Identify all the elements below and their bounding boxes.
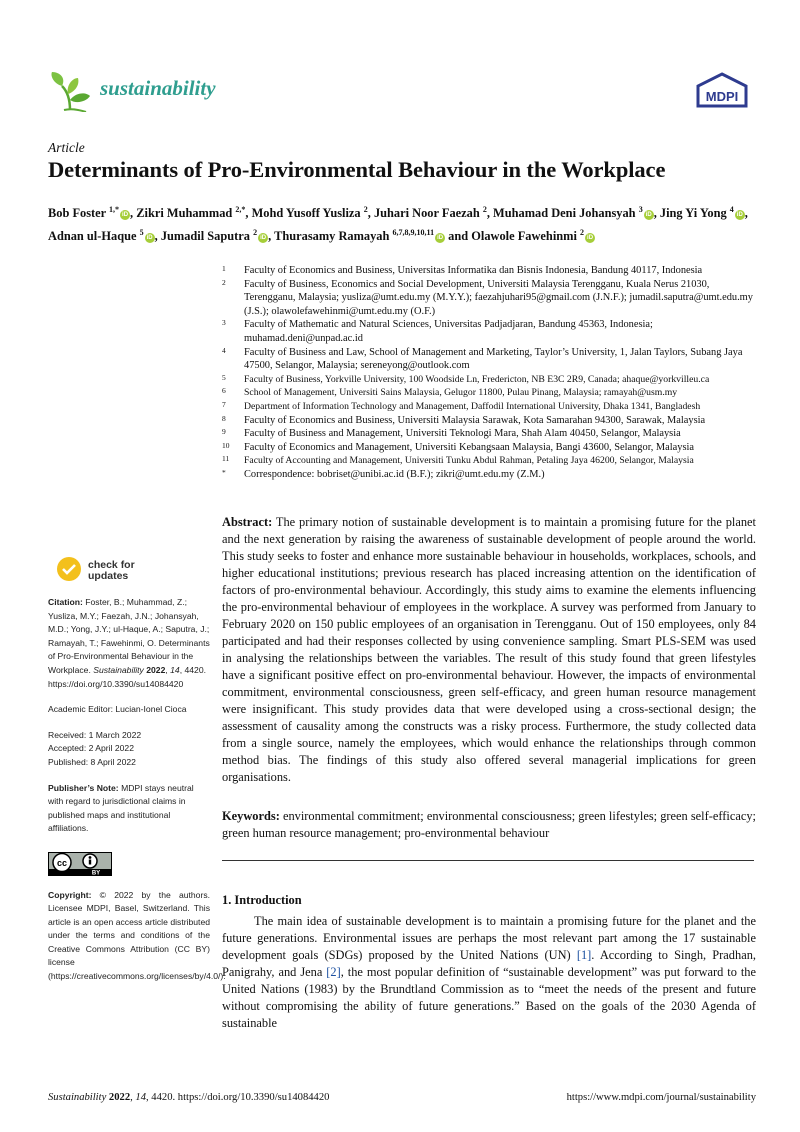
affiliation-text: Correspondence: bobriset@unibi.ac.id (B.F.); zikri@umt.edu.my (Z.M.) <box>244 468 545 480</box>
publisher-note <box>48 782 210 836</box>
cc-badge-cc-text: cc <box>56 857 68 868</box>
affiliation <box>222 264 762 278</box>
affiliation-number: 5 <box>222 372 226 382</box>
author[interactable] <box>274 229 445 243</box>
cc-by-license-icon[interactable] <box>48 852 112 876</box>
affiliation-text: Department of Information Technology and Management, Daffodil International University, Dhaka 1341, Bangladesh <box>244 400 701 412</box>
footer-vol: 14 <box>135 1092 146 1103</box>
affiliation-number: 6 <box>222 386 226 396</box>
published-date: Published: 8 April 2022 <box>48 756 136 767</box>
affiliation-number: 2 <box>222 277 226 287</box>
author-affil-sup: 2 <box>363 205 368 214</box>
dates-block <box>48 729 210 770</box>
affiliation-text: Faculty of Economics and Business, Universiti Malaysia Sarawak, Kota Samarahan 94300, Sarawak, Malaysia <box>244 414 706 426</box>
affiliation-text: Faculty of Economics and Business, Universitas Informatika dan Bisnis Indonesia, Bandung 40117, Indonesia <box>244 265 703 276</box>
author[interactable] <box>252 206 368 220</box>
affiliation-number: * <box>222 467 226 477</box>
orcid-icon[interactable]: iD <box>146 235 153 242</box>
author[interactable] <box>48 206 130 220</box>
citation-label: Citation: <box>48 597 83 607</box>
affiliation-text: School of Management, Universiti Sains Malaysia, Gelugor 11800, Pulau Pinang, Malaysia; ramayah@usm.my <box>244 387 678 399</box>
keywords-label: Keywords: <box>222 809 280 823</box>
citation-rest[interactable]: , 4420. https://doi.org/10.3390/su14084420 <box>48 664 206 689</box>
accepted-date: Accepted: 2 April 2022 <box>48 743 134 754</box>
footer-journal: Sustainability <box>48 1092 107 1103</box>
publisher-note-label: Publisher’s Note: <box>48 782 119 793</box>
author-name: Jumadil Saputra <box>160 229 250 244</box>
author-list: Bob Foster $^{1,*}$iD , Zikri Muhammad $^{2,*}$, Mohd Yusoff Yusliza $^2$, Juhari Noor Faezah $^2$, Muhamad Deni Johansyah $^3$iD , Jing Yi Yong $^4$iD , Adnan ul-Haque $^5$iD , Jumadil Saputra $^2$iD , Thurasamy Ramayah $^{6,7,8,9,10,11}$iD and Olawole Fawehinmi $^2$iD <box>48 205 748 244</box>
affiliation <box>222 441 762 455</box>
intro-text-3: , the most popular definition of “sustainable development” was put forward to the United Nations (1983) by the Brundtland Commission as to “meet the needs of the present and future without compromising the ability of future generations.” Based on the goals of the 2030 Agenda of sustainable <box>222 965 756 1030</box>
cc-badge-by-text: BY <box>91 870 101 876</box>
affiliation <box>222 318 762 345</box>
orcid-icon[interactable]: iD <box>587 235 594 242</box>
citation-text: Foster, B.; Muhammad, Z.; Yusliza, M.Y.; Faezah, J.N.; Johansyah, M.D.; Yong, J.Y.; ul-Haque, A.; Saputra, J.; Ramayah, T.; Fawehinmi, O. Determinants of Pro-Environmental Behaviour in the Workplace. <box>48 597 210 675</box>
affiliation-number: 9 <box>222 427 226 437</box>
section-heading: 1. Introduction <box>222 893 302 907</box>
orcid-icon[interactable]: iD <box>260 235 267 242</box>
author-affil-sup: 5 <box>139 228 144 238</box>
affiliation-text: Faculty of Business and Law, School of Management and Marketing, Taylor’s University, 1, Jalan Taylors, Subang Jaya 47500, Selangor, Malaysia; sereneyong@outlook.com <box>244 346 743 372</box>
orcid-icon[interactable]: iD <box>736 212 743 219</box>
abstract-text: The primary notion of sustainable development is to maintain a promising future for the planet and the next generation by raising the awareness of sustainable development of people around the world. This study seeks to foster and enhance more sustainable behaviour in households, workplaces, schools, and higher educational institutions; previous research has placed increasing attention on the identification of factors of pro-environmental behaviour. Accordingly, this study aims to examine the elements influencing the pro-environmental behaviour of employees in the workplace. A survey was performed from January to February 2020 on 150 public employees of an organisation in Terengganu. Out of 150 employees, only 84 participated and had their responses collected by using convenience sampling. Smart PLS-SEM was used in analysing the relationships between the variables. The result of this study found that green lifestyles have a significant positive effect on pro-environmental behaviour. However, the impacts of environmental commitment, environmental consciousness, green self-efficacy, and green human resource management were insignificant. This study provides data that were developed using a cross-sectional design; the assessment of causality among the constructs was a risky process. Furthermore, the study collected data from a single source, namely the employees, which would enhance the relationships through common method bias. The findings of this study also offered several managerial implications for green organisations. <box>222 515 757 784</box>
article-title: Determinants of Pro-Environmental Behaviour in the Workplace <box>48 157 666 182</box>
affiliation-text: Faculty of Accounting and Management, Universiti Tunku Abdul Rahman, Petaling Jaya 46200, Selangor, Malaysia <box>244 455 694 467</box>
affiliation-text: Faculty of Economics and Management, Universiti Kebangsaan Malaysia, Bangi 43600, Selangor, Malaysia <box>244 441 695 453</box>
citation-link-2[interactable]: [2] <box>326 965 341 979</box>
orcid-icon[interactable]: iD <box>122 212 129 219</box>
footer-year: 2022 <box>108 1092 131 1103</box>
keywords <box>222 808 756 842</box>
affiliation-text: Faculty of Business, Yorkville University, 100 Woodside Ln, Fredericton, NB E3C 2R9, Canada; ahaque@yorkvilleu.ca <box>244 373 710 385</box>
check-for-updates[interactable] <box>48 556 210 590</box>
academic-editor: Academic Editor: Lucian-Ionel Cioca <box>48 704 187 715</box>
affiliation-number: 1 <box>222 264 226 273</box>
orcid-icon[interactable]: iD <box>437 235 444 242</box>
mdpi-logo-text: MDPI <box>705 89 739 104</box>
affiliation <box>222 373 762 387</box>
author-affil-sup: 3 <box>638 205 643 214</box>
copyright-text: © 2022 by the authors. Licensee MDPI, Basel, Switzerland. This article is an open access article distributed under the terms and conditions of the Creative Commons Attribution (CC BY) license (https://creativecommons.org/licenses/by/4.0/). <box>48 889 226 982</box>
author-name: Muhamad Deni Johansyah <box>493 206 636 221</box>
received-date: Received: 1 March 2022 <box>48 729 142 740</box>
citation-journal: Sustainability <box>93 664 144 675</box>
citation-block: Citation: Foster, B.; Muhammad, Z.; Yusliza, M.Y.; Faezah, J.N.; Johansyah, M.D.; Yong, J.Y.; ul-Haque, A.; Saputra, J.; Ramayah, T.; Fawehinmi, O. Determinants of Pro-Environmental Behaviour in the Workplace. Sustainability 2022, 14, 4420. https://doi.org/10.3390/su14084420 <box>48 597 210 689</box>
affiliation <box>222 468 762 482</box>
footer-citation: Sustainability 2022, 14, 4420. https://doi.org/10.3390/su14084420 <box>48 1092 330 1103</box>
sidebar <box>48 556 226 996</box>
copyright-block <box>48 889 226 984</box>
author-affil-sup: 2 <box>580 228 585 238</box>
author-name: Zikri Muhammad <box>136 206 233 221</box>
author-affil-sup: 2 <box>482 205 487 214</box>
citation-link-1[interactable]: [1] <box>576 948 592 962</box>
footer-doi[interactable]: , 4420. https://doi.org/10.3390/su14084420 <box>146 1092 330 1103</box>
author[interactable] <box>48 229 155 243</box>
affiliation <box>222 414 762 428</box>
affiliation-text: Faculty of Business and Management, Universiti Teknologi Mara, Shah Alam 40450, Selangor, Malaysia <box>244 428 681 440</box>
citation-vol: 14 <box>170 664 180 675</box>
author-name: Adnan ul-Haque <box>48 229 137 244</box>
copyright-label: Copyright: <box>48 889 92 900</box>
author-affil-sup: 1,* <box>109 205 120 214</box>
author[interactable] <box>374 206 487 220</box>
citation-year: 2022 <box>146 664 166 675</box>
author-affil-sup: 2 <box>253 228 258 238</box>
check-line2: updates <box>88 570 129 582</box>
affiliation-number: 7 <box>222 399 226 409</box>
author-name: Juhari Noor Faezah <box>373 206 480 221</box>
author[interactable] <box>493 206 654 220</box>
author[interactable] <box>660 206 745 220</box>
author-affil-sup: 4 <box>729 205 734 214</box>
affiliation <box>222 427 762 441</box>
keywords-text: environmental commitment; environmental consciousness; green lifestyles; green self-efficacy; green human resource management; pro-environmental behaviour <box>222 809 756 840</box>
publisher-note-text: MDPI stays neutral with regard to jurisdictional claims in published maps and institutional affiliations. <box>48 782 194 834</box>
check-line1: check for <box>88 559 135 571</box>
author-name: Olawole Fawehinmi <box>471 229 577 244</box>
author-name: Bob Foster <box>48 206 106 221</box>
affiliation <box>222 400 762 414</box>
affiliation-number: 11 <box>222 454 230 464</box>
author-name: Jing Yi Yong <box>659 206 727 221</box>
author[interactable] <box>471 229 595 243</box>
affiliation <box>222 346 762 373</box>
mdpi-logo-icon[interactable] <box>694 72 750 108</box>
intro-text-1: The main idea of sustainable development is to maintain a promising future for the planet and the future generations. Environmental issues are perhaps the most relevant part among the 17 sustainable development goals (SDGs) proposed by the United Nations (UN) <box>222 914 756 962</box>
affiliation-number: 4 <box>222 345 226 355</box>
abstract-label: Abstract: <box>222 515 273 529</box>
journal-name[interactable]: sustainability <box>100 76 216 100</box>
author-affil-sup: 2,* <box>235 205 246 214</box>
article-type: Article <box>48 140 85 155</box>
affiliation-number: 8 <box>222 413 226 423</box>
affiliation <box>222 278 762 319</box>
author[interactable] <box>161 229 268 243</box>
abstract <box>222 514 756 786</box>
orcid-icon[interactable]: iD <box>645 212 652 219</box>
author-affil-sup: 6,7,8,9,10,11 <box>392 228 435 238</box>
affiliation <box>222 386 762 400</box>
author-name: Mohd Yusoff Yusliza <box>251 206 361 221</box>
affiliation-number: 3 <box>222 318 226 328</box>
check-for-updates-icon <box>56 556 82 582</box>
footer-url[interactable]: https://www.mdpi.com/journal/sustainability <box>566 1092 756 1103</box>
intro-text-2: . According to Singh, Pradhan, Panigrahy, and Jena <box>222 948 756 979</box>
affiliation-text: Faculty of Mathematic and Natural Sciences, Universitas Padjadjaran, Bandung 45363, Indonesia; muhamad.deni@unpad.ac.id <box>244 319 653 344</box>
journal-leaf-logo-icon <box>46 70 94 112</box>
affiliation-text: Faculty of Business, Economics and Social Development, Universiti Malaysia Terengganu, Kuala Nerus 21030, Terengganu, Malaysia; yusliza@umt.edu.my (M.Y.Y.); faezahjuhari95@gmail.com (J.N.F.); jumadil.saputra@umt.edu.my (J.S.); olawolefawehinmi@umt.edu.my (O.F.) <box>244 278 753 317</box>
affiliation-number: 10 <box>222 440 230 450</box>
divider <box>222 860 754 861</box>
intro-paragraph <box>222 913 756 1032</box>
affiliation <box>222 454 762 468</box>
affiliations <box>222 264 762 482</box>
author-name: Thurasamy Ramayah <box>274 229 390 244</box>
author[interactable] <box>136 206 245 220</box>
